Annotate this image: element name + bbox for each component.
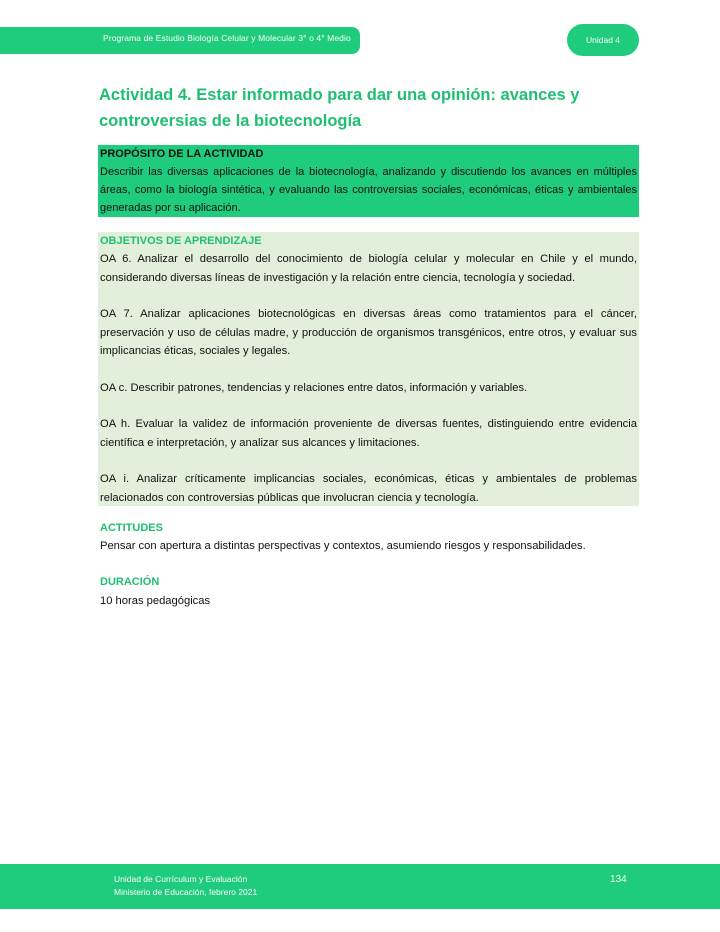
program-title: Programa de Estudio Biología Celular y Molecular 3° o 4° Medio [103,33,351,43]
duration-heading: DURACIÓN [100,576,160,588]
activity-title: Actividad 4. Estar informado para dar una opinión: avances y controversias de la biotecnología [99,86,580,130]
objective-item: OA 6. Analizar el desarrollo del conocimiento de biología celular y molecular en Chile y el mundo, considerando diversas líneas de investigación y la relación entre ciencia, tecnología y sociedad. [100,253,637,284]
objective-item: OA i. Analizar críticamente implicancias sociales, económicas, éticas y ambientales de problemas relacionados con controversias públicas que involucran ciencia y tecnología. [100,473,637,504]
attitudes-text: Pensar con apertura a distintas perspectivas y contextos, asumiendo riesgos y responsabilidades. [100,540,586,552]
page-number: 134 [610,874,627,885]
footer-department: Unidad de Currículum y Evaluación [114,874,248,884]
unit-badge: Unidad 4 [567,24,639,56]
objectives-heading: OBJETIVOS DE APRENDIZAJE [100,235,262,247]
objectives-section [98,232,639,506]
purpose-text: Describir las diversas aplicaciones de la biotecnología, analizando y discutiendo los avances en múltiples áreas, como la biología sintética, y evaluando las controversias sociales, económicas, éticas y ambientales generadas por su aplicación. [100,166,637,214]
footer-bar [0,864,720,909]
attitudes-heading: ACTITUDES [100,522,163,534]
objective-item: OA 7. Analizar aplicaciones biotecnológicas en diversas áreas como tratamientos para el cáncer, preservación y uso de células madre, y producción de organismos transgénicos, entre otros, y evaluar sus implicancias éticas, sociales y legales. [100,308,637,357]
purpose-heading: PROPÓSITO DE LA ACTIVIDAD [100,148,264,160]
objective-item: OA h. Evaluar la validez de información proveniente de diversas fuentes, distinguiendo entre evidencia científica e interpretación, y analizar sus alcances y limitaciones. [100,418,637,449]
duration-text: 10 horas pedagógicas [100,595,211,607]
footer-ministry: Ministerio de Educación, febrero 2021 [114,887,258,897]
purpose-section [98,145,639,217]
objective-item: OA c. Describir patrones, tendencias y relaciones entre datos, información y variables. [100,381,528,394]
